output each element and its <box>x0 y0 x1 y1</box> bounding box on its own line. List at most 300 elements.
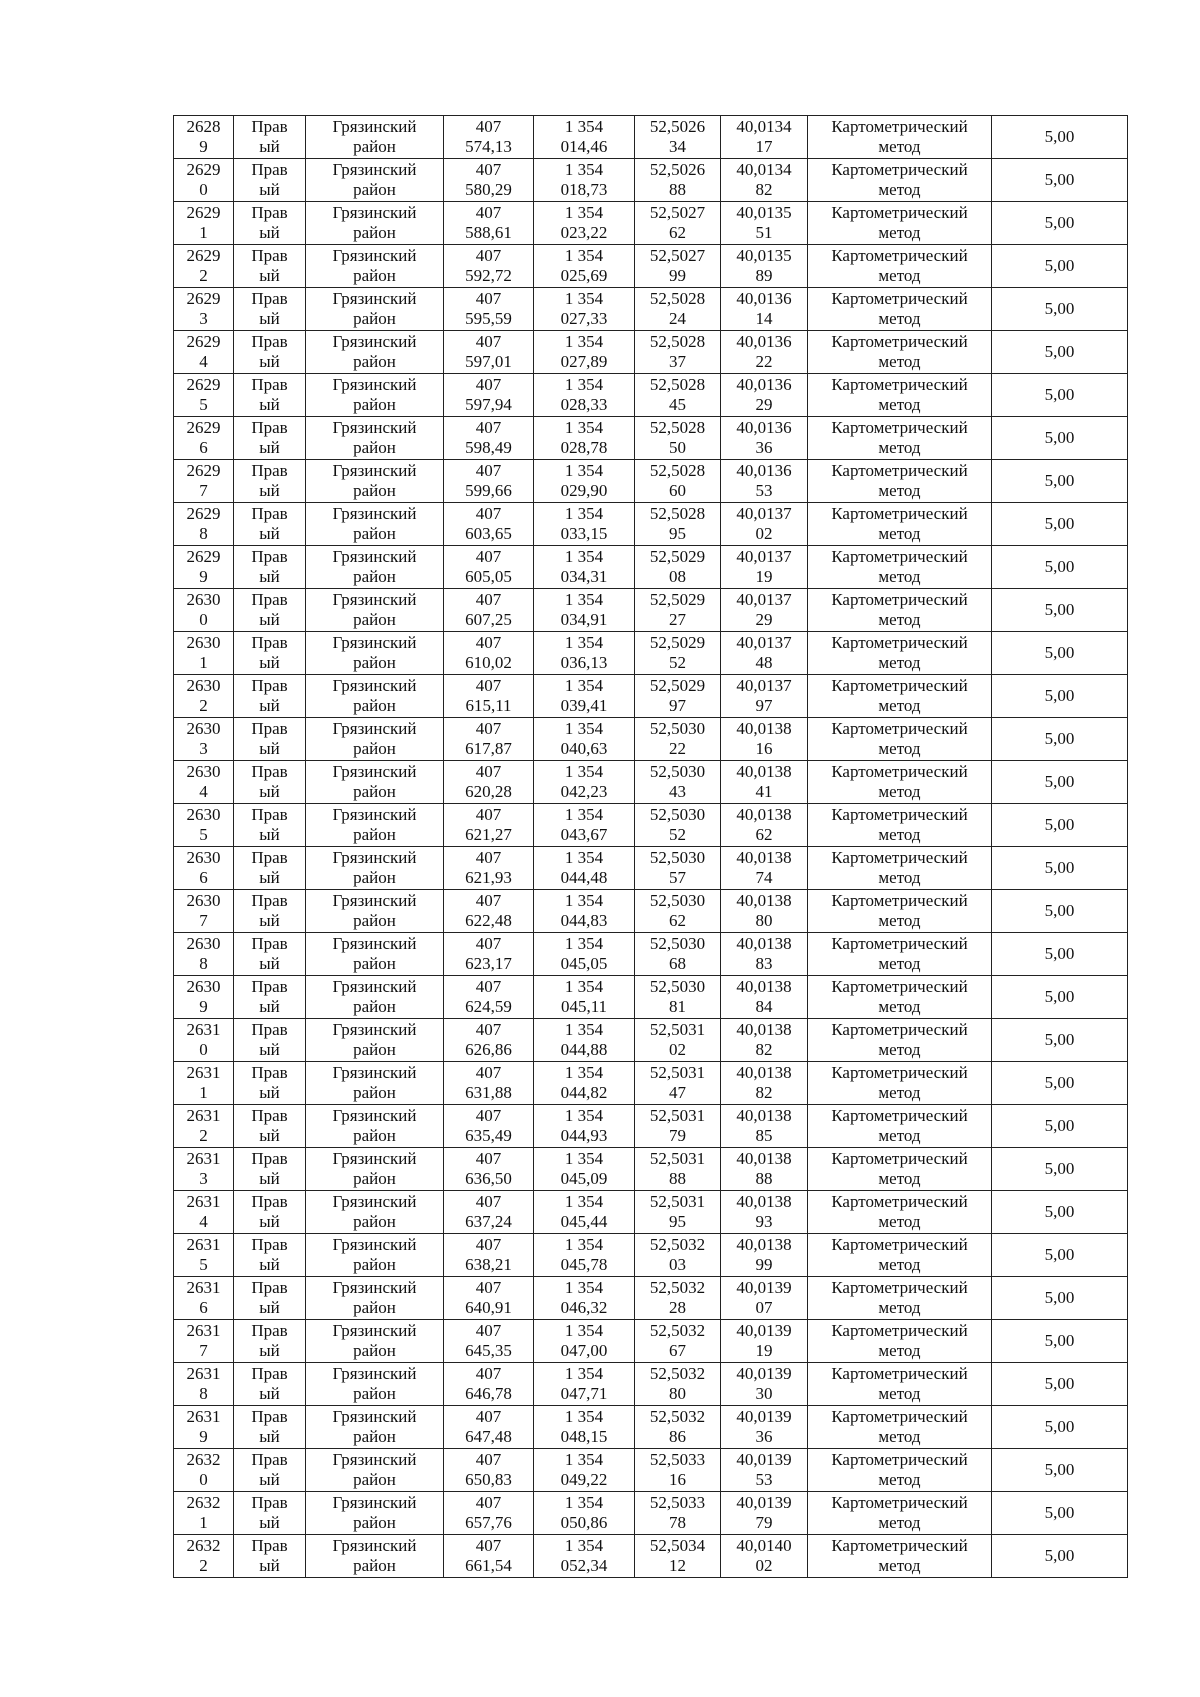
cell-method <box>808 1105 992 1148</box>
cell-y-coordinate-line: 1 354 <box>564 289 604 308</box>
cell-x-coordinate-line: 615,11 <box>465 696 512 715</box>
cell-method <box>808 331 992 374</box>
cell-method-line: Картометрический <box>831 375 968 394</box>
cell-method-line: метод <box>878 610 921 629</box>
cell-accuracy: 5,00 <box>992 460 1128 503</box>
cell-latitude-line: 86 <box>669 1427 686 1446</box>
cell-bank-side-line: ый <box>259 1040 280 1059</box>
cell-district <box>306 503 444 546</box>
cell-bank-side-line: ый <box>259 739 280 758</box>
table-row <box>174 1105 1128 1148</box>
cell-y-coordinate <box>534 589 635 632</box>
table-row <box>174 589 1128 632</box>
cell-y-coordinate-line: 027,33 <box>560 309 608 328</box>
cell-x-coordinate-line: 646,78 <box>465 1384 512 1403</box>
cell-longitude <box>721 1535 808 1578</box>
cell-district-line: Грязинский <box>332 504 417 523</box>
cell-y-coordinate-line: 042,23 <box>560 782 608 801</box>
cell-x-coordinate <box>444 761 534 804</box>
cell-latitude-line: 43 <box>669 782 686 801</box>
cell-point-number <box>174 546 234 589</box>
cell-y-coordinate-line: 1 354 <box>564 246 604 265</box>
cell-latitude-line: 68 <box>669 954 686 973</box>
cell-method-line: метод <box>878 481 921 500</box>
cell-point-number-line: 0 <box>199 1040 208 1059</box>
cell-latitude-line: 45 <box>669 395 686 414</box>
cell-x-coordinate-line: 657,76 <box>465 1513 512 1532</box>
cell-y-coordinate <box>534 245 635 288</box>
cell-latitude-line: 52,5032 <box>649 1321 706 1340</box>
cell-method-line: Картометрический <box>831 418 968 437</box>
cell-district-line: Грязинский <box>332 1493 417 1512</box>
cell-method <box>808 1363 992 1406</box>
cell-longitude-line: 40,0138 <box>736 977 792 996</box>
cell-method-line: Картометрический <box>831 1278 968 1297</box>
cell-point-number <box>174 159 234 202</box>
cell-x-coordinate-line: 635,49 <box>465 1126 512 1145</box>
cell-point-number-line: 2631 <box>186 1364 221 1383</box>
cell-point-number <box>174 1406 234 1449</box>
cell-bank-side <box>234 1191 306 1234</box>
cell-latitude <box>635 374 721 417</box>
table-row <box>174 116 1128 159</box>
cell-longitude-line: 40,0138 <box>736 719 792 738</box>
cell-longitude-line: 83 <box>755 954 773 973</box>
cell-method <box>808 1148 992 1191</box>
cell-y-coordinate-line: 044,93 <box>560 1126 608 1145</box>
table-row <box>174 417 1128 460</box>
cell-bank-side-line: ый <box>259 1083 280 1102</box>
cell-accuracy: 5,00 <box>992 1449 1128 1492</box>
cell-point-number-line: 4 <box>199 1212 208 1231</box>
cell-y-coordinate-line: 018,73 <box>560 180 608 199</box>
cell-accuracy: 5,00 <box>992 1148 1128 1191</box>
cell-y-coordinate-line: 1 354 <box>564 1235 604 1254</box>
cell-method-line: метод <box>878 309 921 328</box>
cell-point-number-line: 2 <box>199 1126 208 1145</box>
cell-method-line: метод <box>878 1298 921 1317</box>
cell-longitude <box>721 245 808 288</box>
cell-longitude <box>721 1492 808 1535</box>
cell-district-line: Грязинский <box>332 203 417 222</box>
cell-bank-side-line: Прав <box>251 375 288 394</box>
cell-district <box>306 460 444 503</box>
cell-longitude-line: 79 <box>755 1513 773 1532</box>
cell-longitude-line: 84 <box>755 997 773 1016</box>
cell-latitude <box>635 804 721 847</box>
cell-district-line: Грязинский <box>332 719 417 738</box>
cell-latitude-line: 52,5030 <box>649 719 706 738</box>
cell-y-coordinate <box>534 890 635 933</box>
cell-accuracy: 5,00 <box>992 1492 1128 1535</box>
cell-accuracy: 5,00 <box>992 804 1128 847</box>
cell-x-coordinate-line: 407 <box>475 934 502 953</box>
cell-accuracy: 5,00 <box>992 1406 1128 1449</box>
cell-method <box>808 1492 992 1535</box>
cell-y-coordinate-line: 1 354 <box>564 762 604 781</box>
cell-longitude <box>721 1406 808 1449</box>
cell-method-line: Картометрический <box>831 332 968 351</box>
cell-bank-side-line: ый <box>259 1513 280 1532</box>
cell-bank-side-line: Прав <box>251 977 288 996</box>
cell-method <box>808 1062 992 1105</box>
cell-point-number <box>174 1191 234 1234</box>
cell-method-line: Картометрический <box>831 633 968 652</box>
cell-point-number-line: 2632 <box>186 1493 221 1512</box>
cell-longitude-line: 51 <box>755 223 773 242</box>
cell-method-line: метод <box>878 524 921 543</box>
cell-latitude-line: 52,5031 <box>649 1192 706 1211</box>
cell-district-line: район <box>353 954 396 973</box>
cell-x-coordinate-line: 407 <box>475 1106 502 1125</box>
cell-longitude-line: 40,0136 <box>736 461 792 480</box>
cell-x-coordinate-line: 407 <box>475 977 502 996</box>
cell-bank-side-line: Прав <box>251 1536 288 1555</box>
cell-district <box>306 675 444 718</box>
cell-point-number-line: 2 <box>199 1556 208 1575</box>
cell-method <box>808 890 992 933</box>
cell-bank-side-line: Прав <box>251 332 288 351</box>
cell-y-coordinate-line: 045,05 <box>560 954 608 973</box>
cell-longitude-line: 40,0139 <box>736 1364 792 1383</box>
cell-latitude-line: 81 <box>669 997 686 1016</box>
cell-latitude <box>635 417 721 460</box>
cell-x-coordinate-line: 605,05 <box>465 567 512 586</box>
cell-bank-side <box>234 589 306 632</box>
cell-bank-side <box>234 804 306 847</box>
cell-point-number-line: 2630 <box>186 719 221 738</box>
cell-bank-side-line: Прав <box>251 1192 288 1211</box>
cell-latitude <box>635 1105 721 1148</box>
cell-bank-side-line: ый <box>259 653 280 672</box>
cell-longitude <box>721 718 808 761</box>
cell-method-line: Картометрический <box>831 1364 968 1383</box>
cell-longitude <box>721 632 808 675</box>
cell-point-number-line: 6 <box>199 1298 208 1317</box>
cell-latitude-line: 52,5032 <box>649 1278 706 1297</box>
cell-method-line: метод <box>878 1470 921 1489</box>
cell-district-line: район <box>353 567 396 586</box>
cell-point-number-line: 2629 <box>186 375 221 394</box>
cell-y-coordinate <box>534 976 635 1019</box>
cell-x-coordinate <box>444 1277 534 1320</box>
cell-method-line: метод <box>878 1513 921 1532</box>
cell-point-number-line: 2631 <box>186 1020 221 1039</box>
cell-district-line: район <box>353 653 396 672</box>
cell-y-coordinate-line: 1 354 <box>564 1192 604 1211</box>
table-row <box>174 1191 1128 1234</box>
cell-method-line: Картометрический <box>831 590 968 609</box>
cell-bank-side-line: ый <box>259 868 280 887</box>
cell-longitude-line: 17 <box>755 137 773 156</box>
table-row <box>174 890 1128 933</box>
cell-latitude <box>635 675 721 718</box>
cell-x-coordinate-line: 407 <box>475 461 502 480</box>
cell-latitude-line: 52,5029 <box>649 547 706 566</box>
cell-point-number-line: 1 <box>199 223 208 242</box>
cell-district-line: Грязинский <box>332 1192 417 1211</box>
cell-latitude-line: 37 <box>669 352 686 371</box>
cell-bank-side-line: ый <box>259 1556 280 1575</box>
cell-point-number-line: 2631 <box>186 1192 221 1211</box>
cell-y-coordinate-line: 1 354 <box>564 633 604 652</box>
cell-latitude-line: 52,5029 <box>649 590 706 609</box>
cell-latitude-line: 99 <box>669 266 686 285</box>
cell-point-number-line: 7 <box>199 481 208 500</box>
cell-point-number-line: 2631 <box>186 1235 221 1254</box>
cell-y-coordinate-line: 1 354 <box>564 1364 604 1383</box>
cell-x-coordinate-line: 407 <box>475 1235 502 1254</box>
cell-bank-side-line: Прав <box>251 1450 288 1469</box>
cell-method-line: метод <box>878 137 921 156</box>
cell-accuracy: 5,00 <box>992 159 1128 202</box>
cell-method-line: Картометрический <box>831 117 968 136</box>
cell-x-coordinate-line: 407 <box>475 1493 502 1512</box>
cell-latitude-line: 52,5030 <box>649 977 706 996</box>
cell-bank-side-line: ый <box>259 180 280 199</box>
cell-bank-side-line: Прав <box>251 934 288 953</box>
cell-y-coordinate-line: 046,32 <box>560 1298 608 1317</box>
cell-point-number <box>174 890 234 933</box>
cell-y-coordinate <box>534 1449 635 1492</box>
cell-method-line: Картометрический <box>831 1063 968 1082</box>
cell-longitude-line: 40,0136 <box>736 332 792 351</box>
cell-district <box>306 1234 444 1277</box>
cell-district-line: район <box>353 739 396 758</box>
cell-y-coordinate-line: 034,91 <box>560 610 608 629</box>
cell-x-coordinate-line: 637,24 <box>465 1212 512 1231</box>
cell-latitude-line: 02 <box>669 1040 686 1059</box>
cell-district-line: район <box>353 1341 396 1360</box>
table-row <box>174 288 1128 331</box>
cell-point-number <box>174 1062 234 1105</box>
cell-x-coordinate-line: 636,50 <box>465 1169 512 1188</box>
cell-point-number <box>174 503 234 546</box>
table-row <box>174 1019 1128 1062</box>
cell-latitude-line: 16 <box>669 1470 686 1489</box>
cell-point-number-line: 2629 <box>186 332 221 351</box>
cell-x-coordinate-line: 592,72 <box>465 266 512 285</box>
cell-x-coordinate <box>444 976 534 1019</box>
cell-district-line: Грязинский <box>332 1149 417 1168</box>
cell-y-coordinate <box>534 1191 635 1234</box>
cell-y-coordinate <box>534 1019 635 1062</box>
cell-x-coordinate-line: 407 <box>475 1192 502 1211</box>
cell-bank-side-line: Прав <box>251 891 288 910</box>
cell-latitude-line: 52,5027 <box>649 203 706 222</box>
cell-district-line: район <box>353 266 396 285</box>
cell-latitude-line: 52,5032 <box>649 1407 706 1426</box>
cell-longitude-line: 40,0137 <box>736 676 792 695</box>
cell-method-line: Картометрический <box>831 1407 968 1426</box>
cell-latitude-line: 34 <box>669 137 686 156</box>
cell-x-coordinate-line: 650,83 <box>465 1470 512 1489</box>
cell-method-line: Картометрический <box>831 289 968 308</box>
cell-point-number-line: 2630 <box>186 934 221 953</box>
cell-point-number-line: 8 <box>199 1384 208 1403</box>
cell-y-coordinate-line: 1 354 <box>564 461 604 480</box>
cell-accuracy: 5,00 <box>992 374 1128 417</box>
cell-bank-side <box>234 1019 306 1062</box>
cell-bank-side-line: Прав <box>251 160 288 179</box>
cell-point-number-line: 9 <box>199 137 208 156</box>
cell-accuracy: 5,00 <box>992 245 1128 288</box>
cell-point-number-line: 2631 <box>186 1149 221 1168</box>
cell-x-coordinate-line: 624,59 <box>465 997 512 1016</box>
cell-bank-side-line: Прав <box>251 719 288 738</box>
cell-district-line: Грязинский <box>332 934 417 953</box>
cell-x-coordinate <box>444 804 534 847</box>
cell-point-number-line: 2630 <box>186 633 221 652</box>
cell-point-number-line: 3 <box>199 739 208 758</box>
cell-method-line: Картометрический <box>831 203 968 222</box>
cell-x-coordinate-line: 647,48 <box>465 1427 512 1446</box>
cell-point-number-line: 1 <box>199 653 208 672</box>
cell-longitude <box>721 589 808 632</box>
cell-method-line: Картометрический <box>831 762 968 781</box>
cell-latitude <box>635 202 721 245</box>
cell-latitude-line: 28 <box>669 1298 686 1317</box>
cell-latitude <box>635 503 721 546</box>
cell-point-number-line: 7 <box>199 1341 208 1360</box>
cell-y-coordinate-line: 044,82 <box>560 1083 608 1102</box>
cell-longitude-line: 48 <box>755 653 773 672</box>
cell-latitude-line: 95 <box>669 1212 686 1231</box>
cell-method-line: метод <box>878 997 921 1016</box>
cell-method <box>808 546 992 589</box>
cell-longitude <box>721 1062 808 1105</box>
cell-bank-side-line: Прав <box>251 1106 288 1125</box>
cell-longitude-line: 40,0138 <box>736 848 792 867</box>
cell-method <box>808 1535 992 1578</box>
cell-y-coordinate <box>534 374 635 417</box>
cell-bank-side <box>234 1535 306 1578</box>
cell-y-coordinate-line: 047,00 <box>560 1341 608 1360</box>
cell-method <box>808 847 992 890</box>
cell-district-line: Грязинский <box>332 1536 417 1555</box>
cell-method-line: метод <box>878 782 921 801</box>
cell-x-coordinate <box>444 1191 534 1234</box>
cell-method-line: метод <box>878 1169 921 1188</box>
cell-x-coordinate-line: 407 <box>475 418 502 437</box>
cell-district-line: район <box>353 524 396 543</box>
cell-bank-side-line: Прав <box>251 1063 288 1082</box>
cell-point-number-line: 5 <box>199 1255 208 1274</box>
cell-x-coordinate-line: 407 <box>475 1149 502 1168</box>
cell-y-coordinate-line: 1 354 <box>564 1407 604 1426</box>
cell-y-coordinate <box>534 546 635 589</box>
cell-x-coordinate <box>444 159 534 202</box>
cell-latitude-line: 47 <box>669 1083 686 1102</box>
cell-method-line: Картометрический <box>831 977 968 996</box>
cell-latitude-line: 52,5026 <box>649 117 706 136</box>
cell-point-number-line: 2630 <box>186 590 221 609</box>
cell-y-coordinate-line: 1 354 <box>564 117 604 136</box>
cell-method <box>808 116 992 159</box>
cell-bank-side-line: Прав <box>251 246 288 265</box>
cell-point-number <box>174 116 234 159</box>
cell-latitude <box>635 1363 721 1406</box>
cell-method-line: Картометрический <box>831 1192 968 1211</box>
cell-district-line: район <box>353 868 396 887</box>
cell-latitude <box>635 1277 721 1320</box>
cell-longitude-line: 29 <box>755 610 773 629</box>
cell-district-line: Грязинский <box>332 1020 417 1039</box>
cell-district-line: район <box>353 395 396 414</box>
cell-longitude-line: 74 <box>755 868 773 887</box>
cell-latitude-line: 24 <box>669 309 686 328</box>
cell-latitude <box>635 288 721 331</box>
cell-accuracy: 5,00 <box>992 632 1128 675</box>
cell-y-coordinate <box>534 847 635 890</box>
cell-x-coordinate-line: 407 <box>475 1450 502 1469</box>
cell-district-line: район <box>353 1212 396 1231</box>
cell-latitude <box>635 1535 721 1578</box>
cell-point-number <box>174 202 234 245</box>
cell-accuracy: 5,00 <box>992 761 1128 804</box>
cell-bank-side-line: ый <box>259 1126 280 1145</box>
table-row <box>174 847 1128 890</box>
cell-accuracy: 5,00 <box>992 202 1128 245</box>
cell-bank-side-line: ый <box>259 610 280 629</box>
cell-x-coordinate <box>444 1449 534 1492</box>
cell-point-number <box>174 245 234 288</box>
cell-longitude-line: 62 <box>755 825 773 844</box>
cell-x-coordinate-line: 645,35 <box>465 1341 512 1360</box>
table-row <box>174 1492 1128 1535</box>
cell-method-line: Картометрический <box>831 676 968 695</box>
cell-y-coordinate <box>534 460 635 503</box>
cell-bank-side <box>234 675 306 718</box>
cell-x-coordinate <box>444 933 534 976</box>
cell-longitude-line: 40,0134 <box>736 117 792 136</box>
cell-y-coordinate <box>534 718 635 761</box>
cell-method-line: Картометрический <box>831 1321 968 1340</box>
cell-latitude <box>635 1406 721 1449</box>
cell-latitude-line: 62 <box>669 911 686 930</box>
cell-district-line: Грязинский <box>332 289 417 308</box>
cell-x-coordinate <box>444 417 534 460</box>
cell-bank-side-line: ый <box>259 954 280 973</box>
cell-latitude <box>635 245 721 288</box>
cell-x-coordinate <box>444 460 534 503</box>
cell-bank-side-line: ый <box>259 696 280 715</box>
cell-method-line: метод <box>878 266 921 285</box>
cell-district-line: район <box>353 481 396 500</box>
cell-longitude-line: 40,0138 <box>736 1192 792 1211</box>
table-row <box>174 1234 1128 1277</box>
cell-longitude <box>721 847 808 890</box>
cell-method-line: метод <box>878 1212 921 1231</box>
cell-point-number-line: 8 <box>199 524 208 543</box>
cell-district-line: Грязинский <box>332 375 417 394</box>
cell-latitude-line: 08 <box>669 567 686 586</box>
cell-y-coordinate-line: 1 354 <box>564 934 604 953</box>
cell-point-number-line: 2629 <box>186 289 221 308</box>
cell-point-number-line: 1 <box>199 1513 208 1532</box>
cell-longitude <box>721 1320 808 1363</box>
cell-x-coordinate <box>444 202 534 245</box>
cell-x-coordinate <box>444 116 534 159</box>
cell-bank-side <box>234 890 306 933</box>
cell-longitude-line: 82 <box>755 1040 773 1059</box>
cell-x-coordinate-line: 574,13 <box>465 137 512 156</box>
cell-district <box>306 1148 444 1191</box>
cell-longitude-line: 40,0136 <box>736 375 792 394</box>
cell-bank-side-line: Прав <box>251 590 288 609</box>
cell-point-number-line: 1 <box>199 1083 208 1102</box>
cell-y-coordinate <box>534 288 635 331</box>
